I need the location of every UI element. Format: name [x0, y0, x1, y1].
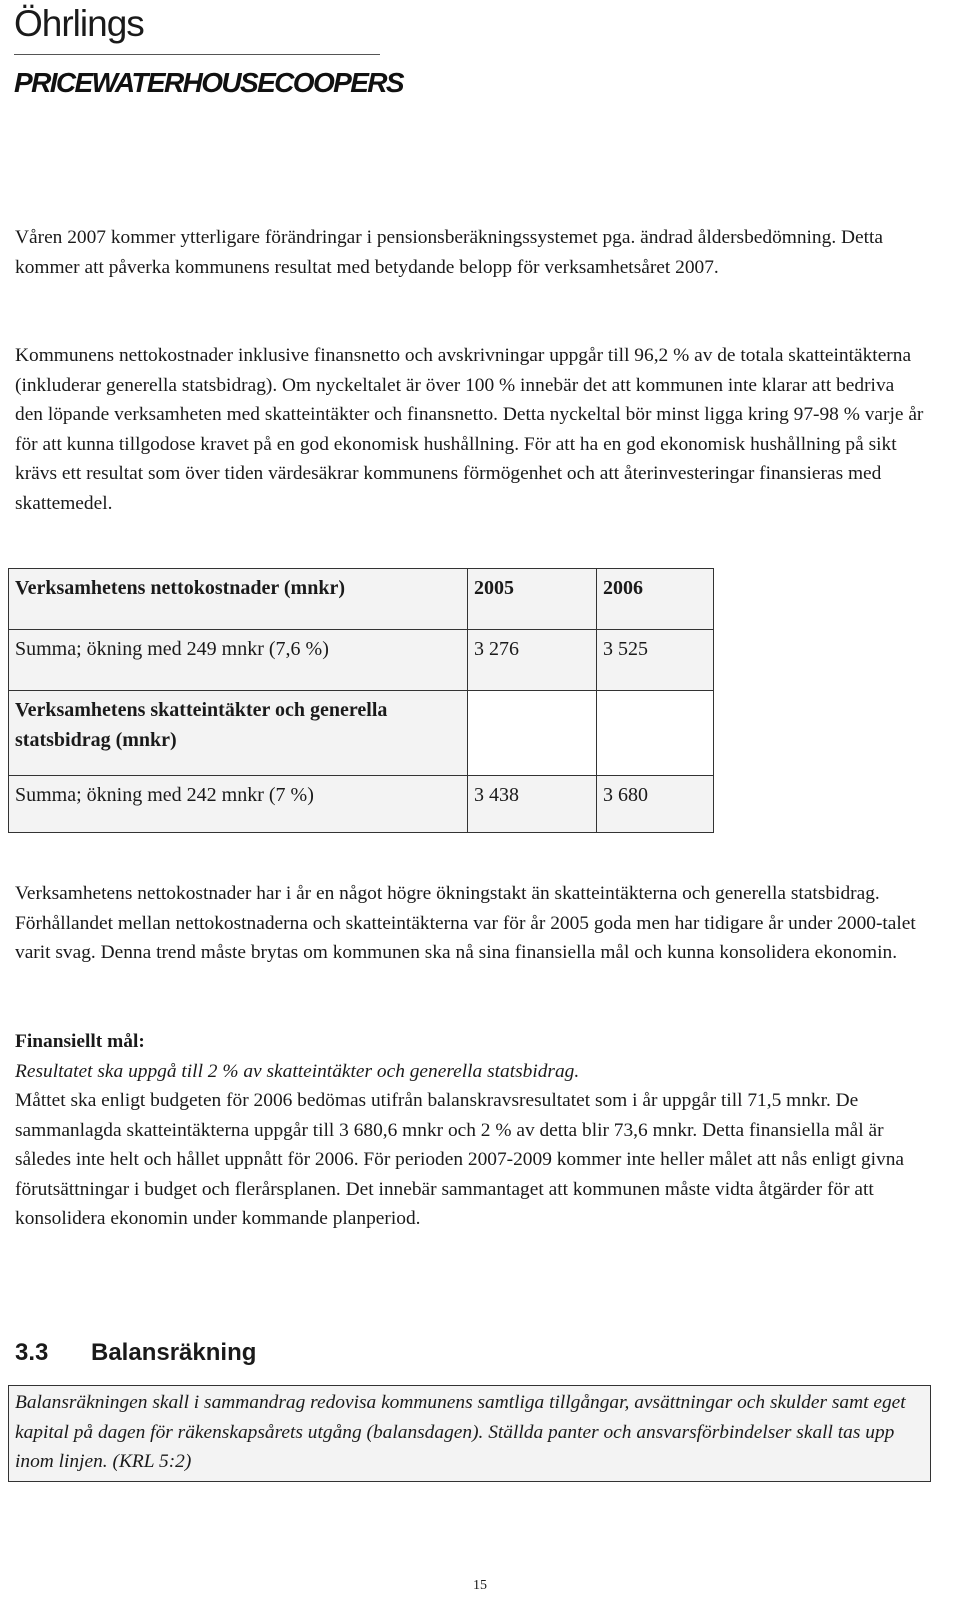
legal-reference-box: Balansräkningen skall i sammandrag redovisa kommunens samtliga tillgångar, avsättningar och skulder samt eget kapital på dagen för räkenskapsårets utgång (balansdagen). Ställda panter och ansvarsförbindelser skall tas upp inom linjen. (KRL 5:2): [8, 1385, 931, 1482]
table-cell: 2005: [468, 569, 597, 630]
logo-pwc-wordmark: PRICEWATERHOUSECOOPERS: [14, 67, 403, 98]
table-cell: Verksamhetens skatteintäkter och generella statsbidrag (mnkr): [9, 691, 468, 776]
page-number: 15: [473, 1578, 487, 1593]
table-row: [9, 569, 714, 630]
table-cell: [597, 691, 714, 776]
financial-table: [8, 568, 714, 833]
table-row: [9, 776, 714, 833]
section-number: 3.3: [15, 1339, 49, 1366]
paragraph-cost-growth: Verksamhetens nettokostnader har i år en något högre ökningstakt än skatteintäkterna och generella statsbidrag. Förhållandet mellan nettokostnaderna och skatteintäkterna var för år 2005 goda men har tidigare år under 2000-talet varit svag. Denna trend måste brytas om kommunen ska nå sina finansiella mål och kunna konsolidera ekonomin.: [15, 883, 916, 963]
table-cell: 3 276: [468, 630, 597, 691]
table-cell: 3 525: [597, 630, 714, 691]
table-row: [9, 630, 714, 691]
financial-goal-section: [15, 1027, 925, 1234]
table-cell: [468, 691, 597, 776]
table-cell: 3 680: [597, 776, 714, 833]
goal-evaluation: Måttet ska enligt budgeten för 2006 bedömas utifrån balanskravsresultatet som i år uppgår till 71,5 mnkr. De sammanlagda skatteintäkterna uppgår till 3 680,6 mnkr och 2 % av detta blir 73,6 mnkr. Detta finansiella mål är således inte helt och hållet uppnått för 2006. För perioden 2007-2009 kommer inte heller målet att nås enligt givna förutsättningar i budget och flerårsplanen. Det innebär sammantaget att kommunen måste vidta åtgärder för att konsolidera ekonomin under kommande planperiod.: [15, 1090, 905, 1229]
company-logo: [14, 3, 403, 99]
paragraph-pension-changes: Våren 2007 kommer ytterligare förändringar i pensionsberäkningssystemet pga. ändrad åldersbedömning. Detta kommer att påverka kommunens resultat med betydande belopp för verksamhetsåret 2007.: [15, 227, 884, 278]
paragraph-net-costs: Kommunens nettokostnader inklusive finansnetto och avskrivningar uppgår till 96,2 % av de totala skatteintäkterna (inkluderar generella statsbidrag). Om nyckeltalet är över 100 % innebär det att kommunen inte klarar att bedriva den löpande verksamheten med skatteintäkter och finansnetto. Detta nyckeltal bör minst ligga kring 97-98 % varje år för att kunna tillgodose kravet på en god ekonomisk hushållning. För att ha en god ekonomisk hushållning på sikt krävs ett resultat som över tiden värdesäkrar kommunens förmögenhet och att återinvesteringar finansieras med skattemedel.: [15, 345, 924, 514]
table-row: [9, 691, 714, 776]
section-heading: [15, 1339, 256, 1367]
logo-pricewaterhousecoopers: [14, 67, 403, 99]
table-cell: 3 438: [468, 776, 597, 833]
table-cell: 2006: [597, 569, 714, 630]
logo-ohrlings: Öhrlings: [14, 3, 144, 44]
section-title: Balansräkning: [91, 1339, 257, 1366]
goal-statement: Resultatet ska uppgå till 2 % av skatteintäkter och generella statsbidrag.: [15, 1060, 580, 1082]
table-cell: Summa; ökning med 242 mnkr (7 %): [9, 776, 468, 833]
logo-divider: [14, 54, 380, 55]
table-cell: Summa; ökning med 249 mnkr (7,6 %): [9, 630, 468, 691]
goal-heading: Finansiellt mål:: [15, 1031, 145, 1052]
table-cell: Verksamhetens nettokostnader (mnkr): [9, 569, 468, 630]
